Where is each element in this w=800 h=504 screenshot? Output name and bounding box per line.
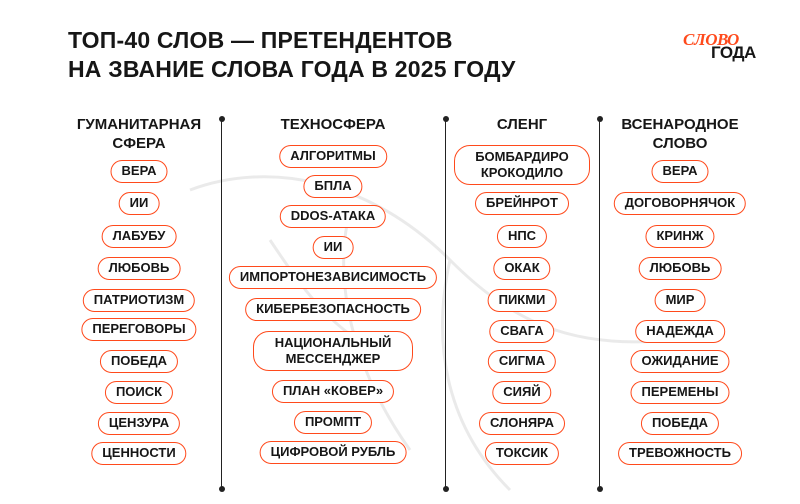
word-pill: ЦЕННОСТИ	[91, 442, 186, 465]
word-pill: ПИКМИ	[488, 289, 557, 312]
logo-bottom-word: ГОДА	[711, 43, 756, 62]
word-pill: ПРОМПТ	[294, 411, 372, 434]
word-pill: СИГМА	[488, 350, 556, 373]
word-pill: ЛЮБОВЬ	[639, 257, 722, 280]
word-pill: ПОБЕДА	[641, 412, 719, 435]
word-pill: НАЦИОНАЛЬНЫЙ МЕССЕНДЖЕР	[253, 331, 413, 371]
word-pill: ОКАК	[493, 257, 550, 280]
column-heading	[223, 115, 443, 134]
word-pill: ВЕРА	[652, 160, 709, 183]
word-pill: ЛАБУБУ	[102, 225, 177, 248]
column-heading-line-1: ВСЕНАРОДНОЕ	[621, 116, 739, 133]
word-pill: ПОБЕДА	[100, 350, 178, 373]
column-heading-line-1: ГУМАНИТАРНАЯ	[76, 116, 202, 133]
word-pill: СЛОНЯРА	[479, 412, 565, 435]
word-pill: ТРЕВОЖНОСТЬ	[618, 442, 742, 465]
word-pill: СИЯЙ	[492, 381, 551, 404]
column-heading	[447, 115, 597, 134]
word-pill: ОЖИДАНИЕ	[630, 350, 729, 373]
column-heading-line-2: СЛОВО	[652, 135, 708, 152]
word-pill: ИИ	[119, 192, 160, 215]
column-heading	[60, 115, 218, 153]
word-pill: ПЕРЕМЕНЫ	[631, 381, 730, 404]
column-divider	[221, 118, 222, 490]
column-heading-line-1: СЛЕНГ	[496, 116, 548, 133]
word-pill: ПЛАН «КОВЕР»	[272, 380, 394, 403]
word-pill: DDOS-АТАКА	[280, 205, 386, 228]
word-pill: МИР	[655, 289, 706, 312]
word-pill: НПС	[497, 225, 547, 248]
word-pill: КИБЕРБЕЗОПАСНОСТЬ	[245, 298, 421, 321]
word-pill: ПЕРЕГОВОРЫ	[81, 318, 196, 341]
word-pill: ЦЕНЗУРА	[98, 412, 180, 435]
word-pill: БПЛА	[303, 175, 362, 198]
word-pill: ЛЮБОВЬ	[98, 257, 181, 280]
word-pill: СВАГА	[489, 320, 554, 343]
column-heading-line-1: ТЕХНОСФЕРА	[280, 116, 386, 133]
column-heading-line-2: СФЕРА	[112, 135, 166, 152]
word-pill: ЦИФРОВОЙ РУБЛЬ	[260, 441, 407, 464]
word-pill: ДОГОВОРНЯЧОК	[614, 192, 746, 215]
column-slang	[447, 0, 597, 504]
column-public-word	[601, 0, 759, 504]
word-pill: ИМПОРТОНЕЗАВИСИМОСТЬ	[229, 266, 437, 289]
column-technosphere	[223, 0, 443, 504]
word-pill: ПОИСК	[105, 381, 173, 404]
column-heading	[601, 115, 759, 153]
column-humanities	[60, 0, 218, 504]
title-line-1: ТОП-40 СЛОВ — ПРЕТЕНДЕНТОВ	[68, 27, 453, 53]
word-pill: ПАТРИОТИЗМ	[83, 289, 195, 312]
word-pill: ТОКСИК	[485, 442, 559, 465]
title-line-2: НА ЗВАНИЕ СЛОВА ГОДА В 2025 ГОДУ	[68, 56, 516, 82]
word-pill: НАДЕЖДА	[635, 320, 725, 343]
logo-top-word: СЛОВО	[683, 30, 739, 49]
word-pill: ВЕРА	[111, 160, 168, 183]
word-pill: АЛГОРИТМЫ	[279, 145, 387, 168]
column-divider	[445, 118, 446, 490]
word-pill: БРЕЙНРОТ	[475, 192, 569, 215]
word-pill: КРИНЖ	[645, 225, 714, 248]
word-pill: БОМБАРДИРО КРОКОДИЛО	[454, 145, 590, 185]
column-divider	[599, 118, 600, 490]
word-pill: ИИ	[313, 236, 354, 259]
